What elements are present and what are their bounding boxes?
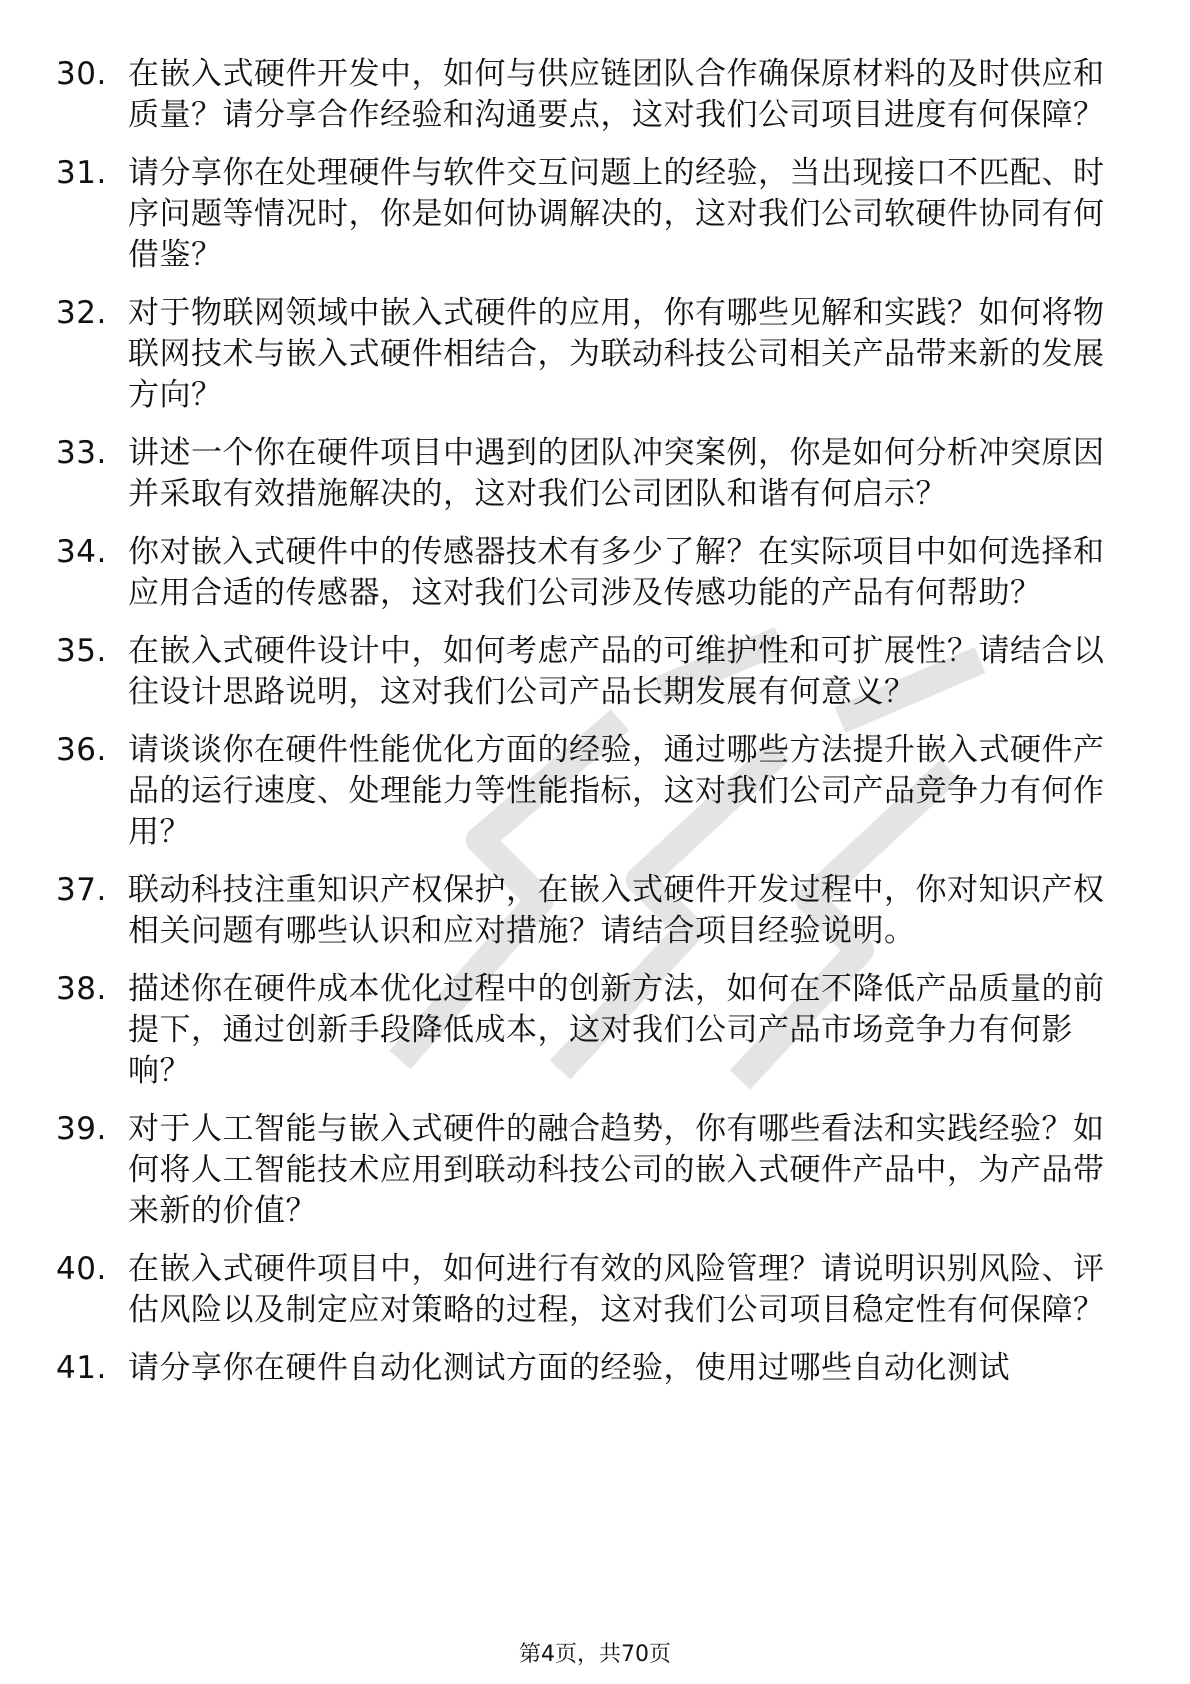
question-number: 30.	[56, 56, 107, 92]
question-list	[56, 54, 1116, 1406]
question-number: 36.	[56, 732, 107, 768]
question-item	[56, 433, 1116, 515]
question-item	[56, 532, 1116, 614]
question-number: 39.	[56, 1111, 107, 1147]
question-number: 41.	[56, 1350, 107, 1386]
question-number: 32.	[56, 295, 107, 331]
question-text: 请分享你在处理硬件与软件交互问题上的经验，当出现接口不匹配、时序问题等情况时，你是如何协调解决的，这对我们公司软硬件协同有何借鉴？	[128, 155, 1105, 273]
question-item	[56, 870, 1116, 952]
question-number: 34.	[56, 534, 107, 570]
question-number: 37.	[56, 872, 107, 908]
question-text: 对于物联网领域中嵌入式硬件的应用，你有哪些见解和实践？如何将物联网技术与嵌入式硬件相结合，为联动科技公司相关产品带来新的发展方向？	[128, 295, 1105, 413]
question-number: 40.	[56, 1251, 107, 1287]
question-item	[56, 1249, 1116, 1331]
question-text: 联动科技注重知识产权保护，在嵌入式硬件开发过程中，你对知识产权相关问题有哪些认识和应对措施？请结合项目经验说明。	[128, 872, 1105, 949]
question-text: 描述你在硬件成本优化过程中的创新方法，如何在不降低产品质量的前提下，通过创新手段降低成本，这对我们公司产品市场竞争力有何影响？	[128, 971, 1105, 1089]
question-text: 讲述一个你在硬件项目中遇到的团队冲突案例，你是如何分析冲突原因并采取有效措施解决的，这对我们公司团队和谐有何启示？	[128, 435, 1105, 512]
question-item	[56, 730, 1116, 853]
question-text: 在嵌入式硬件设计中，如何考虑产品的可维护性和可扩展性？请结合以往设计思路说明，这对我们公司产品长期发展有何意义？	[128, 633, 1105, 710]
question-number: 33.	[56, 435, 107, 471]
page-number-label: 第4页，共70页	[519, 1642, 671, 1667]
question-item	[56, 969, 1116, 1092]
question-text: 在嵌入式硬件开发中，如何与供应链团队合作确保原材料的及时供应和质量？请分享合作经验和沟通要点，这对我们公司项目进度有何保障？	[128, 56, 1105, 133]
question-text: 请谈谈你在硬件性能优化方面的经验，通过哪些方法提升嵌入式硬件产品的运行速度、处理能力等性能指标，这对我们公司产品竞争力有何作用？	[128, 732, 1105, 850]
question-text: 你对嵌入式硬件中的传感器技术有多少了解？在实际项目中如何选择和应用合适的传感器，这对我们公司涉及传感功能的产品有何帮助？	[128, 534, 1105, 611]
question-number: 31.	[56, 155, 107, 191]
question-text: 请分享你在硬件自动化测试方面的经验，使用过哪些自动化测试	[128, 1350, 1010, 1386]
question-text: 在嵌入式硬件项目中，如何进行有效的风险管理？请说明识别风险、评估风险以及制定应对策略的过程，这对我们公司项目稳定性有何保障？	[128, 1251, 1105, 1328]
question-text: 对于人工智能与嵌入式硬件的融合趋势，你有哪些看法和实践经验？如何将人工智能技术应用到联动科技公司的嵌入式硬件产品中，为产品带来新的价值？	[128, 1111, 1105, 1229]
question-item	[56, 1109, 1116, 1232]
question-number: 35.	[56, 633, 107, 669]
question-item	[56, 54, 1116, 136]
question-item	[56, 631, 1116, 713]
question-number: 38.	[56, 971, 107, 1007]
page-footer	[0, 1637, 1190, 1668]
question-item	[56, 293, 1116, 416]
question-item	[56, 1348, 1116, 1389]
question-item	[56, 153, 1116, 276]
